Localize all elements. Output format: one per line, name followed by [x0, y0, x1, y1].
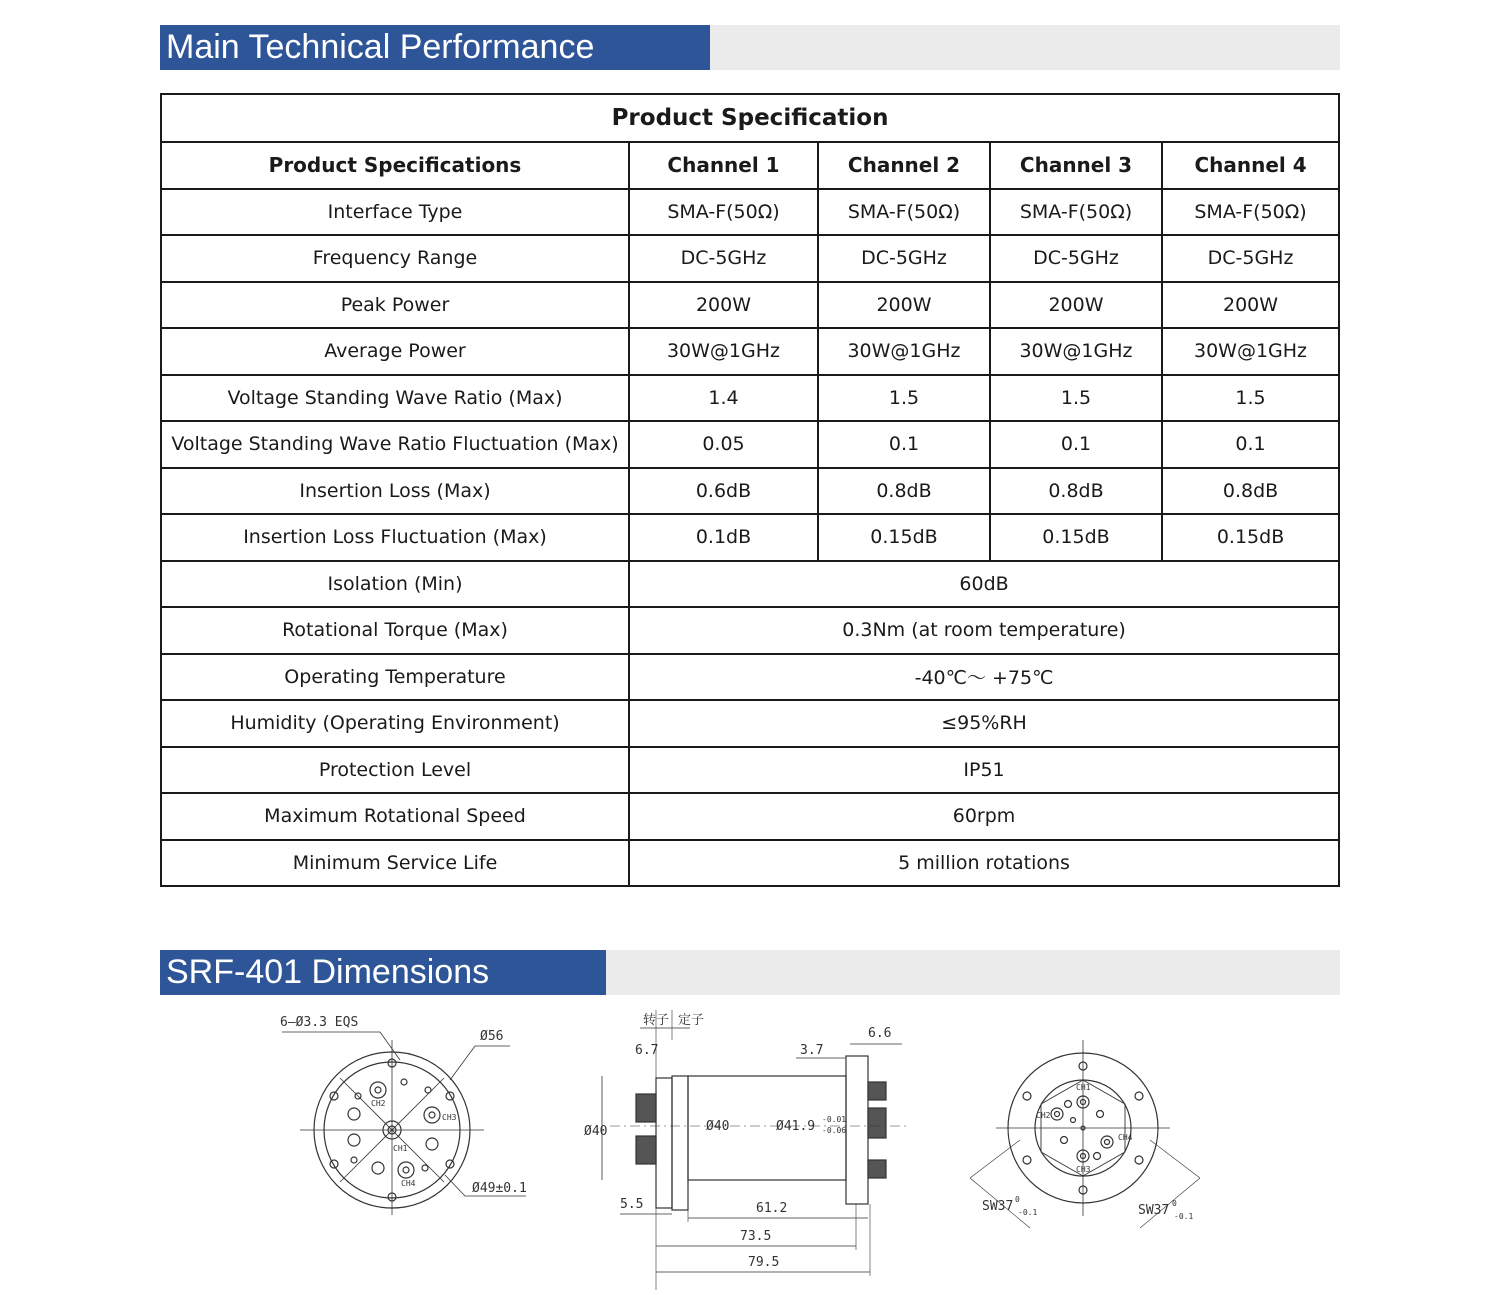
channel-value: 0.05 — [629, 421, 818, 468]
row-label: Peak Power — [161, 282, 629, 329]
table-row — [161, 840, 1339, 887]
dim-6-6: 6.6 — [868, 1026, 892, 1041]
tol-lower: -0.06 — [822, 1126, 847, 1135]
column-header: Channel 1 — [629, 142, 818, 189]
channel-value: 30W@1GHz — [629, 328, 818, 375]
table-row — [161, 421, 1339, 468]
dia-body-label: Ø40 — [706, 1119, 730, 1134]
dim-73-5: 73.5 — [740, 1229, 772, 1244]
ch-label: CH2 — [1036, 1111, 1051, 1120]
channel-value: 0.8dB — [1162, 468, 1339, 515]
common-value: ≤95%RH — [629, 700, 1339, 747]
table-row — [161, 561, 1339, 608]
channel-value: SMA-F(50Ω) — [818, 189, 990, 236]
dimension-drawings — [0, 1000, 1500, 1295]
sw-right-label: SW37 — [1138, 1203, 1170, 1218]
section-title: SRF-401 Dimensions — [160, 950, 606, 995]
ch-label: CH2 — [371, 1099, 386, 1108]
sw-tol-upper: 0 — [1172, 1199, 1177, 1208]
table-row — [161, 514, 1339, 561]
sw-tol-lower: -0.1 — [1174, 1212, 1194, 1221]
table-row — [161, 468, 1339, 515]
row-label: Isolation (Min) — [161, 561, 629, 608]
channel-value: 1.5 — [1162, 375, 1339, 422]
row-label: Maximum Rotational Speed — [161, 793, 629, 840]
column-header: Channel 2 — [818, 142, 990, 189]
channel-value: DC-5GHz — [818, 235, 990, 282]
table-row — [161, 189, 1339, 236]
channel-value: SMA-F(50Ω) — [1162, 189, 1339, 236]
channel-value: 200W — [629, 282, 818, 329]
section-header-performance — [160, 25, 1340, 70]
table-caption-row — [161, 94, 1339, 142]
row-label: Rotational Torque (Max) — [161, 607, 629, 654]
row-label: Insertion Loss (Max) — [161, 468, 629, 515]
channel-value: 0.1dB — [629, 514, 818, 561]
channel-value: 1.4 — [629, 375, 818, 422]
rear-view-drawing — [960, 1000, 1215, 1230]
column-header: Channel 3 — [990, 142, 1162, 189]
ch-label: CH1 — [1076, 1083, 1091, 1092]
channel-value: 0.1 — [990, 421, 1162, 468]
front-view-drawing — [270, 1000, 540, 1215]
channel-value: 0.15dB — [990, 514, 1162, 561]
table-row — [161, 700, 1339, 747]
ch-label: CH4 — [401, 1179, 416, 1188]
table-row — [161, 282, 1339, 329]
table-row — [161, 607, 1339, 654]
common-value: -40℃～ +75℃ — [629, 654, 1339, 701]
row-label: Insertion Loss Fluctuation (Max) — [161, 514, 629, 561]
dia-left-label: Ø40 — [584, 1124, 608, 1139]
stator-label: 定子 — [678, 1013, 705, 1028]
table-row — [161, 235, 1339, 282]
common-value: 5 million rotations — [629, 840, 1339, 887]
channel-value: 0.8dB — [818, 468, 990, 515]
channel-value: 200W — [818, 282, 990, 329]
channel-value: SMA-F(50Ω) — [990, 189, 1162, 236]
dim-79-5: 79.5 — [748, 1255, 780, 1270]
row-label: Voltage Standing Wave Ratio (Max) — [161, 375, 629, 422]
channel-value: DC-5GHz — [990, 235, 1162, 282]
holes-label: 6–Ø3.3 EQS — [280, 1015, 359, 1030]
row-label: Protection Level — [161, 747, 629, 794]
row-label: Voltage Standing Wave Ratio Fluctuation (Max) — [161, 421, 629, 468]
table-row — [161, 654, 1339, 701]
side-view-drawing — [580, 1000, 915, 1295]
channel-value: 30W@1GHz — [990, 328, 1162, 375]
row-label: Humidity (Operating Environment) — [161, 700, 629, 747]
channel-value: 0.15dB — [818, 514, 990, 561]
channel-value: 30W@1GHz — [818, 328, 990, 375]
channel-value: 30W@1GHz — [1162, 328, 1339, 375]
ch-label: CH1 — [393, 1144, 408, 1153]
dim-6-7: 6.7 — [635, 1043, 659, 1058]
ch-label: CH3 — [442, 1113, 457, 1122]
channel-value: 1.5 — [818, 375, 990, 422]
row-label: Operating Temperature — [161, 654, 629, 701]
table-header-row — [161, 142, 1339, 189]
channel-value: 200W — [990, 282, 1162, 329]
channel-value: 200W — [1162, 282, 1339, 329]
table-row — [161, 747, 1339, 794]
channel-value: 0.15dB — [1162, 514, 1339, 561]
dia-flange-label: Ø41.9 — [776, 1119, 816, 1134]
column-header: Product Specifications — [161, 142, 629, 189]
dim-5-5: 5.5 — [620, 1197, 644, 1212]
section-title: Main Technical Performance — [160, 25, 710, 70]
channel-value: DC-5GHz — [629, 235, 818, 282]
common-value: 60dB — [629, 561, 1339, 608]
channel-value: 0.8dB — [990, 468, 1162, 515]
sw-tol-upper: 0 — [1015, 1195, 1020, 1204]
common-value: 60rpm — [629, 793, 1339, 840]
row-label: Frequency Range — [161, 235, 629, 282]
channel-value: 0.1 — [1162, 421, 1339, 468]
channel-value: 1.5 — [990, 375, 1162, 422]
rotor-label: 转子 — [643, 1013, 670, 1028]
table-row — [161, 375, 1339, 422]
pcd-label: Ø49±0.1 — [472, 1181, 527, 1196]
sw-tol-lower: -0.1 — [1018, 1208, 1038, 1217]
common-value: 0.3Nm (at room temperature) — [629, 607, 1339, 654]
tol-upper: -0.01 — [822, 1115, 847, 1124]
ch-label: CH4 — [1118, 1133, 1133, 1142]
channel-value: 0.6dB — [629, 468, 818, 515]
table-caption: Product Specification — [161, 94, 1339, 142]
channel-value: SMA-F(50Ω) — [629, 189, 818, 236]
dim-61-2: 61.2 — [756, 1201, 788, 1216]
row-label: Interface Type — [161, 189, 629, 236]
row-label: Average Power — [161, 328, 629, 375]
dim-3-7: 3.7 — [800, 1043, 824, 1058]
common-value: IP51 — [629, 747, 1339, 794]
table-row — [161, 793, 1339, 840]
spec-table — [160, 93, 1340, 887]
table-row — [161, 328, 1339, 375]
row-label: Minimum Service Life — [161, 840, 629, 887]
sw-left-label: SW37 — [982, 1199, 1014, 1214]
channel-value: 0.1 — [818, 421, 990, 468]
column-header: Channel 4 — [1162, 142, 1339, 189]
channel-value: DC-5GHz — [1162, 235, 1339, 282]
ch-label: CH3 — [1076, 1165, 1091, 1174]
outer-diameter-label: Ø56 — [480, 1029, 504, 1044]
section-header-dimensions — [160, 950, 1340, 995]
